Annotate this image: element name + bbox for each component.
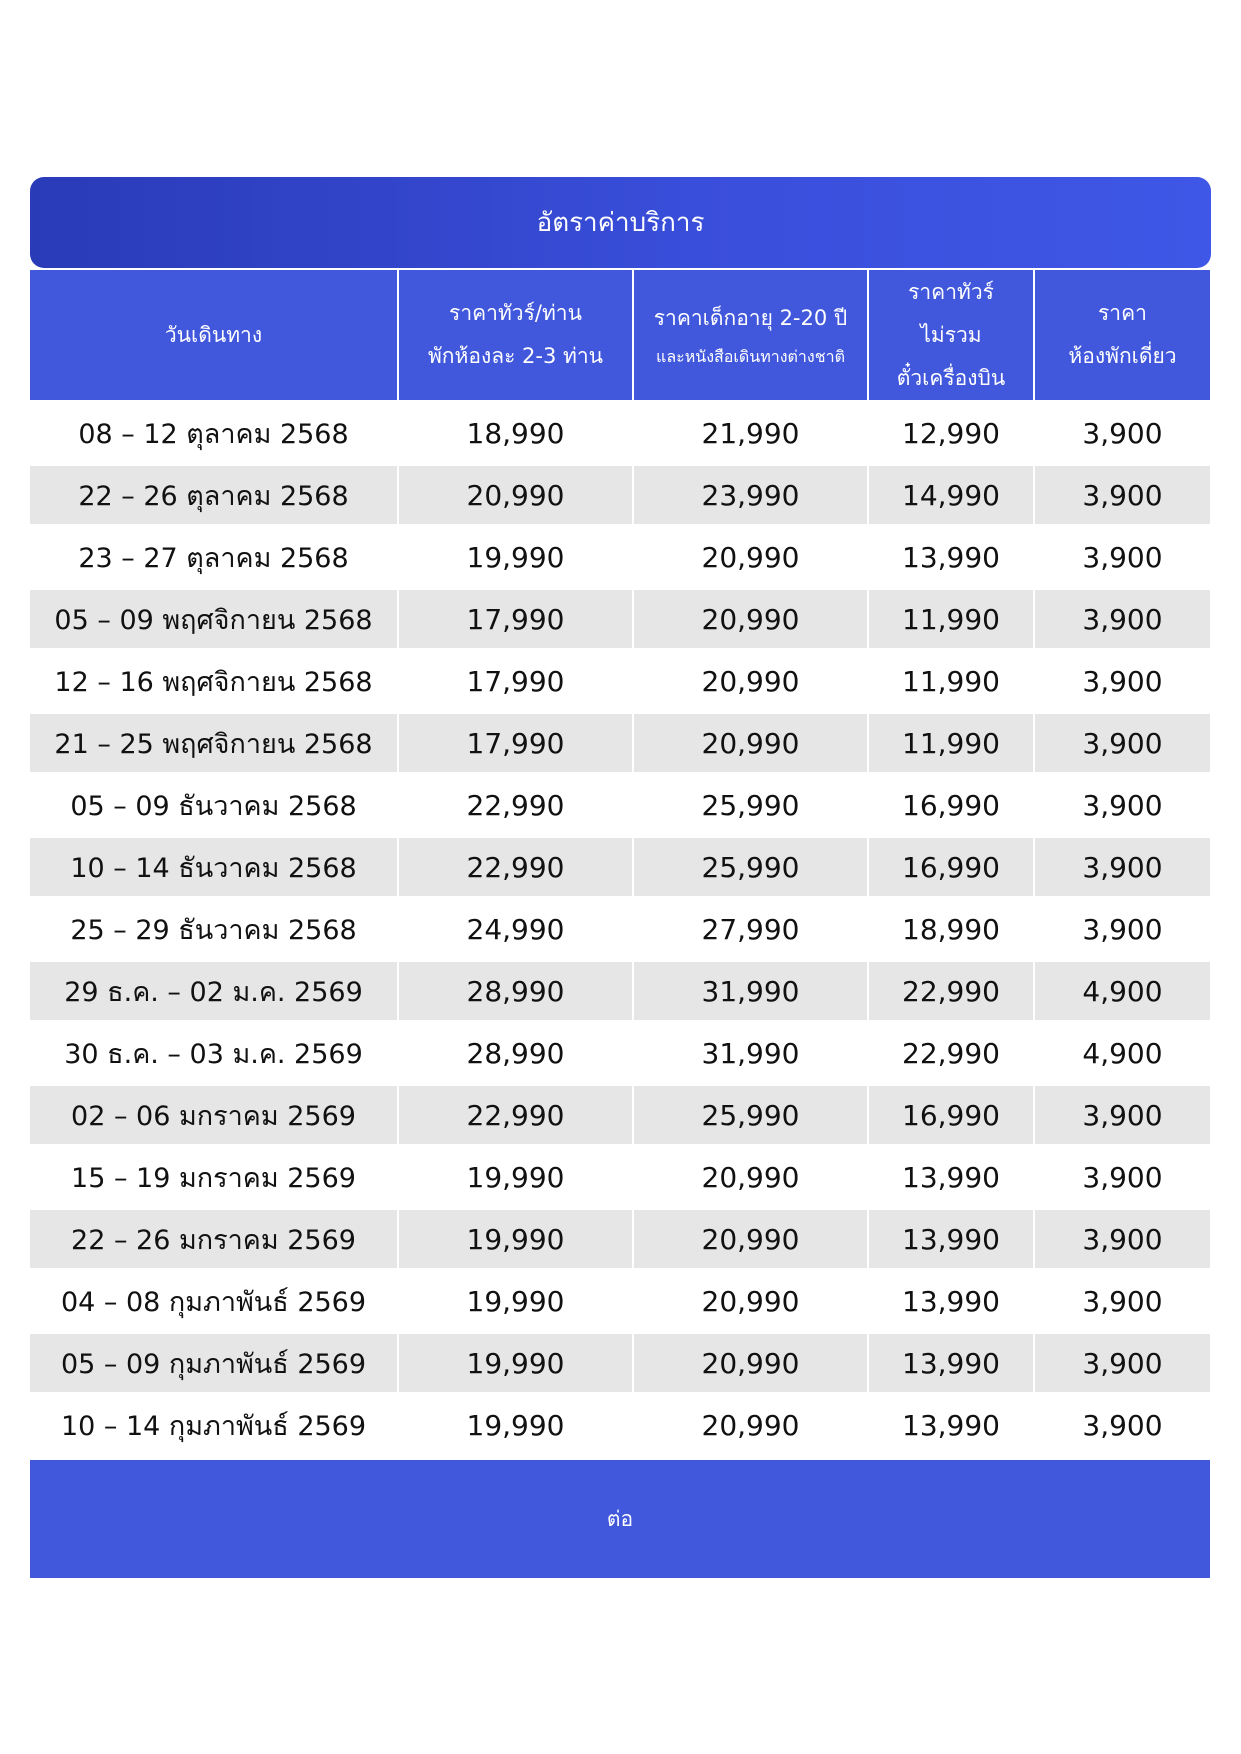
child-price-cell: 31,990 [633,960,868,1022]
col-header-line: ราคาทัวร์/ท่าน [449,301,582,325]
date-cell: 05 – 09 พฤศจิกายน 2568 [30,588,398,650]
no-ticket-price-cell: 22,990 [868,1022,1034,1084]
adult-price-cell: 28,990 [398,1022,633,1084]
no-ticket-price-cell: 11,990 [868,712,1034,774]
date-cell: 25 – 29 ธันวาคม 2568 [30,898,398,960]
no-ticket-price-cell: 13,990 [868,1270,1034,1332]
date-cell: 02 – 06 มกราคม 2569 [30,1084,398,1146]
single-room-cell: 3,900 [1034,1146,1210,1208]
col-header-child-price [633,270,868,402]
single-room-cell: 3,900 [1034,1208,1210,1270]
table-row [30,464,1210,526]
adult-price-cell: 19,990 [398,1332,633,1394]
single-room-cell: 3,900 [1034,526,1210,588]
single-room-cell: 3,900 [1034,898,1210,960]
single-room-cell: 3,900 [1034,402,1210,464]
table-row [30,836,1210,898]
table-row [30,1208,1210,1270]
date-cell: 04 – 08 กุมภาพันธ์ 2569 [30,1270,398,1332]
no-ticket-price-cell: 13,990 [868,1394,1034,1454]
adult-price-cell: 22,990 [398,836,633,898]
child-price-cell: 25,990 [633,1084,868,1146]
adult-price-cell: 19,990 [398,1270,633,1332]
col-header-line: ราคาทัวร์ [908,279,994,304]
adult-price-cell: 17,990 [398,712,633,774]
col-header-line: ตั๋วเครื่องบิน [896,365,1006,390]
child-price-cell: 20,990 [633,588,868,650]
table-row [30,650,1210,712]
no-ticket-price-cell: 16,990 [868,774,1034,836]
adult-price-cell: 17,990 [398,650,633,712]
date-cell: 05 – 09 ธันวาคม 2568 [30,774,398,836]
adult-price-cell: 19,990 [398,1394,633,1454]
child-price-cell: 20,990 [633,1208,868,1270]
child-price-cell: 20,990 [633,650,868,712]
child-price-cell: 20,990 [633,526,868,588]
col-header-line: ราคาเด็กอายุ 2-20 ปี [653,305,848,330]
single-room-cell: 3,900 [1034,464,1210,526]
table-row [30,774,1210,836]
date-cell: 23 – 27 ตุลาคม 2568 [30,526,398,588]
adult-price-cell: 19,990 [398,1208,633,1270]
no-ticket-price-cell: 13,990 [868,526,1034,588]
no-ticket-price-cell: 13,990 [868,1332,1034,1394]
table-row [30,1022,1210,1084]
single-room-cell: 4,900 [1034,1022,1210,1084]
table-body [30,402,1210,1454]
adult-price-cell: 28,990 [398,960,633,1022]
col-header-adult-price [398,270,633,402]
date-cell: 15 – 19 มกราคม 2569 [30,1146,398,1208]
child-price-cell: 25,990 [633,774,868,836]
adult-price-cell: 24,990 [398,898,633,960]
no-ticket-price-cell: 14,990 [868,464,1034,526]
date-cell: 22 – 26 มกราคม 2569 [30,1208,398,1270]
table-row [30,588,1210,650]
table-row [30,1270,1210,1332]
single-room-cell: 4,900 [1034,960,1210,1022]
table-row [30,1146,1210,1208]
child-price-cell: 20,990 [633,712,868,774]
col-header-line: พักห้องละ 2-3 ท่าน [427,344,604,368]
date-cell: 08 – 12 ตุลาคม 2568 [30,402,398,464]
table-row [30,1332,1210,1394]
date-cell: 12 – 16 พฤศจิกายน 2568 [30,650,398,712]
col-header-line: ไม่รวม [920,322,982,347]
adult-price-cell: 17,990 [398,588,633,650]
child-price-cell: 21,990 [633,402,868,464]
table-row [30,960,1210,1022]
date-cell: 22 – 26 ตุลาคม 2568 [30,464,398,526]
no-ticket-price-cell: 18,990 [868,898,1034,960]
table-row [30,402,1210,464]
table-row [30,1084,1210,1146]
child-price-cell: 23,990 [633,464,868,526]
child-price-cell: 20,990 [633,1146,868,1208]
date-cell: 10 – 14 กุมภาพันธ์ 2569 [30,1394,398,1454]
table-row [30,712,1210,774]
col-header-subline: และหนังสือเดินทางต่างชาติ [656,346,845,366]
no-ticket-price-cell: 13,990 [868,1208,1034,1270]
child-price-cell: 31,990 [633,1022,868,1084]
child-price-cell: 20,990 [633,1394,868,1454]
child-price-cell: 27,990 [633,898,868,960]
col-header-date [30,270,398,402]
col-header-line: ราคา [1098,301,1147,325]
single-room-cell: 3,900 [1034,836,1210,898]
single-room-cell: 3,900 [1034,774,1210,836]
table-row [30,898,1210,960]
no-ticket-price-cell: 11,990 [868,588,1034,650]
adult-price-cell: 22,990 [398,774,633,836]
adult-price-cell: 19,990 [398,1146,633,1208]
no-ticket-price-cell: 16,990 [868,836,1034,898]
date-cell: 30 ธ.ค. – 03 ม.ค. 2569 [30,1022,398,1084]
table-row [30,1394,1210,1454]
child-price-cell: 20,990 [633,1332,868,1394]
col-header-line: ห้องพักเดี่ยว [1068,344,1177,368]
single-room-cell: 3,900 [1034,1332,1210,1394]
no-ticket-price-cell: 13,990 [868,1146,1034,1208]
adult-price-cell: 19,990 [398,526,633,588]
no-ticket-price-cell: 16,990 [868,1084,1034,1146]
col-header-single-room [1034,270,1210,402]
col-header-line: วันเดินทาง [164,322,263,347]
header-row [30,270,1210,402]
page-title: อัตราค่าบริการ [30,177,1211,268]
no-ticket-price-cell: 22,990 [868,960,1034,1022]
single-room-cell: 3,900 [1034,1394,1210,1454]
date-cell: 29 ธ.ค. – 02 ม.ค. 2569 [30,960,398,1022]
single-room-cell: 3,900 [1034,650,1210,712]
single-room-cell: 3,900 [1034,1084,1210,1146]
date-cell: 10 – 14 ธันวาคม 2568 [30,836,398,898]
adult-price-cell: 20,990 [398,464,633,526]
adult-price-cell: 18,990 [398,402,633,464]
table-row [30,526,1210,588]
rates-table [30,270,1210,1454]
single-room-cell: 3,900 [1034,1270,1210,1332]
no-ticket-price-cell: 11,990 [868,650,1034,712]
child-price-cell: 20,990 [633,1270,868,1332]
date-cell: 21 – 25 พฤศจิกายน 2568 [30,712,398,774]
single-room-cell: 3,900 [1034,588,1210,650]
single-room-cell: 3,900 [1034,712,1210,774]
adult-price-cell: 22,990 [398,1084,633,1146]
child-price-cell: 25,990 [633,836,868,898]
col-header-no-ticket-price [868,270,1034,402]
continue-footer: ต่อ [30,1460,1210,1578]
date-cell: 05 – 09 กุมภาพันธ์ 2569 [30,1332,398,1394]
no-ticket-price-cell: 12,990 [868,402,1034,464]
